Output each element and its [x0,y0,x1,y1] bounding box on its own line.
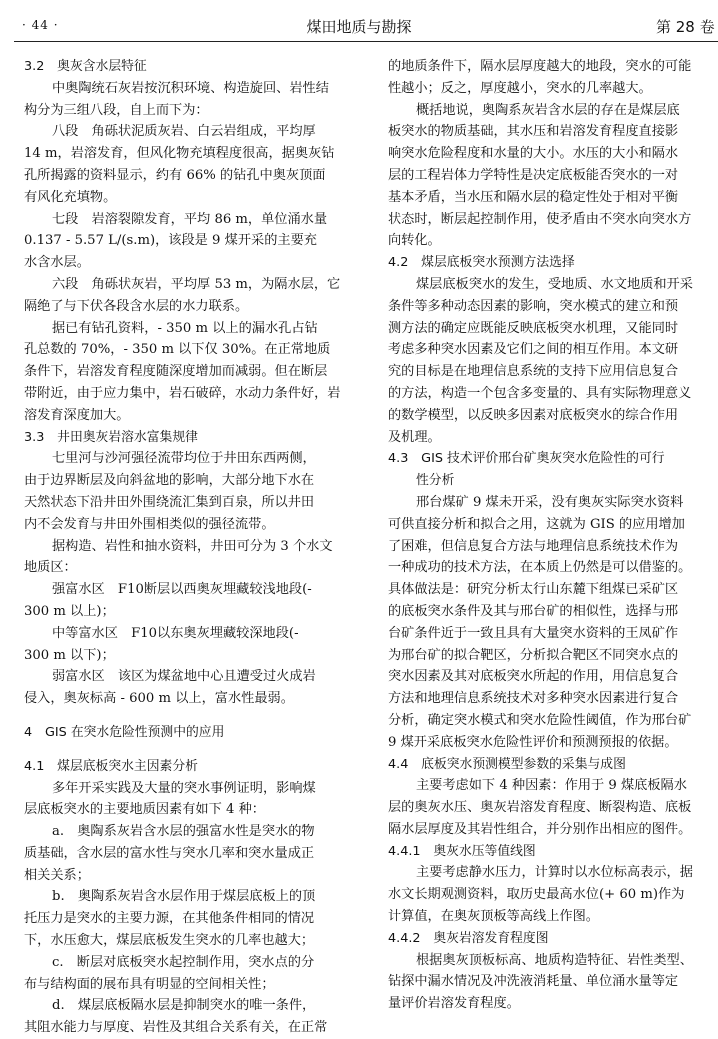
text-line: b. 奥陶系灰岩含水层作用于煤层底板上的顶 [52,889,316,905]
text-line: 由于边界断层及向斜盆地的影响，大部分地下水在 [24,473,315,489]
text-line: 状态时，断层起控制作用，使矛盾由不突水向突水方 [388,211,692,227]
text-line: 主要考虑如下 4 种因素：作用于 9 煤底板隔水 [416,778,687,794]
text-line: 孔所揭露的资料显示，约有 66% 的钻孔中奥灰顶面 [24,167,326,183]
text-line: c. 断层对底板突水起控制作用，突水点的分 [52,954,315,970]
text-line: 主要考虑静水压力，计算时以水位标高表示，据 [416,865,693,881]
text-line: 钻探中漏水情况及冲洗液消耗量、单位涌水量等定 [388,974,679,990]
text-line: 响突水危险程度和水量的大小。水压的大小和隔水 [388,146,679,162]
text-line: 的地质条件下，隔水层厚度越大的地段，突水的可能 [388,59,692,74]
text-line: 下，水压愈大，煤层底板发生突水的几率也越大； [24,933,315,949]
text-line: 及机理。 [388,429,441,445]
paragraph-gap [24,744,346,756]
text-line: 层底板突水的主要地质因素有如下 4 种： [24,802,265,818]
text-line: 据已有钻孔资料，- 350 m 以上的漏水孔占钻 [52,320,318,336]
section-heading: 4.4 底板突水预测模型参数的采集与成图 [388,756,626,772]
text-line: 层的工程岩体力学特性是决定底板能否突水的一对 [388,167,679,183]
text-line: 突水因素及其对底板突水所起的作用，用信息复合 [388,669,679,685]
text-line: 300 m 以下)； [24,647,115,663]
volume-label: 第 28 卷 [656,18,715,36]
text-line: 性越小；反之，厚度越小，突水的几率越大。 [388,80,652,96]
text-line: 溶发育深度加大。 [24,407,130,423]
section-heading: 4 GIS 在突水危险性预测中的应用 [24,724,225,740]
text-line: 质基础，含水层的富水性与突水几率和突水量成正 [24,845,315,861]
text-line: 有风化充填物。 [24,189,117,205]
text-line: 中奥陶统石灰岩按沉积环境、构造旋回、岩性结 [52,80,329,96]
text-line: 七里河与沙河强径流带均位于井田东西两侧， [52,451,316,467]
text-line: 0.137 - 5.57 L/(s.m)，该段是 9 煤开采的主要充 [24,233,317,249]
text-line: 测方法的确定应既能反映底板突水机理，又能同时 [388,320,679,336]
text-line: 七段 岩溶裂隙发育，平均 86 m，单位涌水量 [52,211,328,227]
text-line: 相关关系； [24,867,90,883]
text-line: 条件下，岩溶发育程度随深度增加而减弱。但在断层 [24,364,328,380]
section-heading: 3.2 奥灰含水层特征 [24,59,147,74]
section-heading: 4.2 煤层底板突水预测方法选择 [388,255,575,271]
section-heading: 4.3 GIS 技术评价邢台矿奥灰突水危险性的可行 [388,451,665,467]
paragraph-gap [24,710,346,722]
text-line: 向转化。 [388,233,441,249]
text-line: 其阻水能力与厚度、岩性及其组合关系有关，在正常 [24,1020,328,1036]
text-line: 究的目标是在地理信息系统的支持下应用信息复合 [388,364,679,380]
text-line: 为邢台矿的拟合靶区，分析拟合靶区不同突水点的 [388,647,679,663]
text-line: 隔水层厚度及其岩性组合，并分别作出相应的图件。 [388,821,692,837]
text-line: 托压力是突水的主要力源，在其他条件相同的情况 [24,911,315,927]
text-line: 天然状态下沿井田外围绕流汇集到百泉，所以井田 [24,494,315,510]
text-line: 9 煤开采底板突水危险性评价和预测预报的依据。 [388,734,678,750]
text-line: 煤层底板突水的发生，受地质、水文地质和开采 [416,276,693,292]
text-line: 14 m，岩溶发育，但风化物充填程度很高，据奥灰钻 [24,146,335,162]
text-line: 强富水区 F10断层以西奥灰埋藏较浅地段(- [52,582,312,598]
text-line: 八段 角砾状泥质灰岩、白云岩组成，平均厚 [52,124,316,140]
text-line: 地质区： [24,560,77,576]
text-line: 水含水层。 [24,255,90,271]
text-line: 孔总数的 70%，- 350 m 以下仅 30%。在正常地质 [24,342,331,358]
section-heading: 4.1 煤层底板突水主因素分析 [24,758,198,774]
text-line: 层的奥灰水压、奥灰岩溶发育程度、断裂构造、底板 [388,800,692,816]
text-line: 的底板突水条件及其与邢台矿的相似性，选择与邢 [388,603,679,619]
text-line: 弱富水区 该区为煤盆地中心且遭受过火成岩 [52,669,316,685]
left-column [24,56,346,1039]
text-line: 板突水的物质基础，其水压和岩溶发育程度直接影 [388,124,679,140]
text-line: 构分为三组八段，自上而下为： [24,102,209,118]
text-line: a. 奥陶系灰岩含水层的强富水性是突水的物 [52,824,315,840]
text-line: 了困难，但信息复合方法与地理信息系统技术作为 [388,538,679,554]
text-line: 据构造、岩性和抽水资料，井田可分为 3 个水文 [52,538,333,554]
text-line: 六段 角砾状灰岩，平均厚 53 m，为隔水层，它 [52,276,341,292]
text-line: 方法和地理信息系统技术对多种突水因素进行复合 [388,691,679,707]
header-rule [14,41,718,42]
text-line: 计算值，在奥灰顶板等高线上作图。 [388,909,599,925]
text-line: 带附近，由于应力集中，岩石破碎，水动力条件好，岩 [24,385,341,401]
text-line: 一种成功的技术方法，在本质上仍然是可以借鉴的。 [388,560,692,576]
text-line: 内不会发育与井田外围相类似的强径流带。 [24,516,275,532]
text-line: 具体做法是：研究分析太行山东麓下组煤已采矿区 [388,582,679,598]
text-line: 300 m 以上)； [24,603,115,619]
text-line: 布与结构面的展布具有明显的空间相关性； [24,976,275,992]
right-column [388,56,718,1015]
section-heading: 4.4.1 奥灰水压等值线图 [388,843,536,859]
text-line: 的方法，构造一个包含多变量的、具有实际物理意义 [388,385,692,401]
text-line: 分析，确定突水模式和突水危险性阈值，作为邢台矿 [388,712,692,728]
page-header [0,0,718,44]
page-number: · 44 · [22,18,59,32]
section-heading: 性分析 [416,473,455,489]
text-line: 量评价岩溶发育程度。 [388,996,520,1012]
text-line: 水文长期观测资料，取历史最高水位(+ 60 m)作为 [388,887,685,903]
text-line: 中等富水区 F10以东奥灰埋藏较深地段(- [52,625,299,641]
text-line: 条件等多种动态因素的影响，突水模式的建立和预 [388,298,679,314]
text-line: 基本矛盾，当水压和隔水层的稳定性处于相对平衡 [388,189,679,205]
text-line: 考虑多种突水因素及它们之间的相互作用。本文研 [388,342,679,358]
text-line: 的数学模型，以反映多因素对底板突水的综合作用 [388,407,679,423]
text-line: 概括地说，奥陶系灰岩含水层的存在是煤层底 [416,102,680,118]
text-line: 多年开采实践及大量的突水事例证明，影响煤 [52,780,316,796]
text-line: d. 煤层底板隔水层是抑制突水的唯一条件， [52,998,316,1014]
text-line: 隔绝了与下伏各段含水层的水力联系。 [24,298,249,314]
section-heading: 4.4.2 奥灰岩溶发育程度图 [388,930,549,946]
text-line: 根据奥灰顶板标高、地质构造特征、岩性类型、 [416,952,693,968]
text-line: 可供直接分析和拟合之用，这就为 GIS 的应用增加 [388,516,685,532]
text-line: 侵入，奥灰标高 - 600 m 以上，富水性最弱。 [24,691,294,707]
text-line: 台矿条件近于一致且具有大量突水资料的王凤矿作 [388,625,679,641]
text-line: 邢台煤矿 9 煤未开采，没有奥灰实际突水资料 [416,494,684,510]
journal-title: 煤田地质与勘探 [306,18,412,36]
section-heading: 3.3 井田奥灰岩溶水富集规律 [24,429,198,445]
